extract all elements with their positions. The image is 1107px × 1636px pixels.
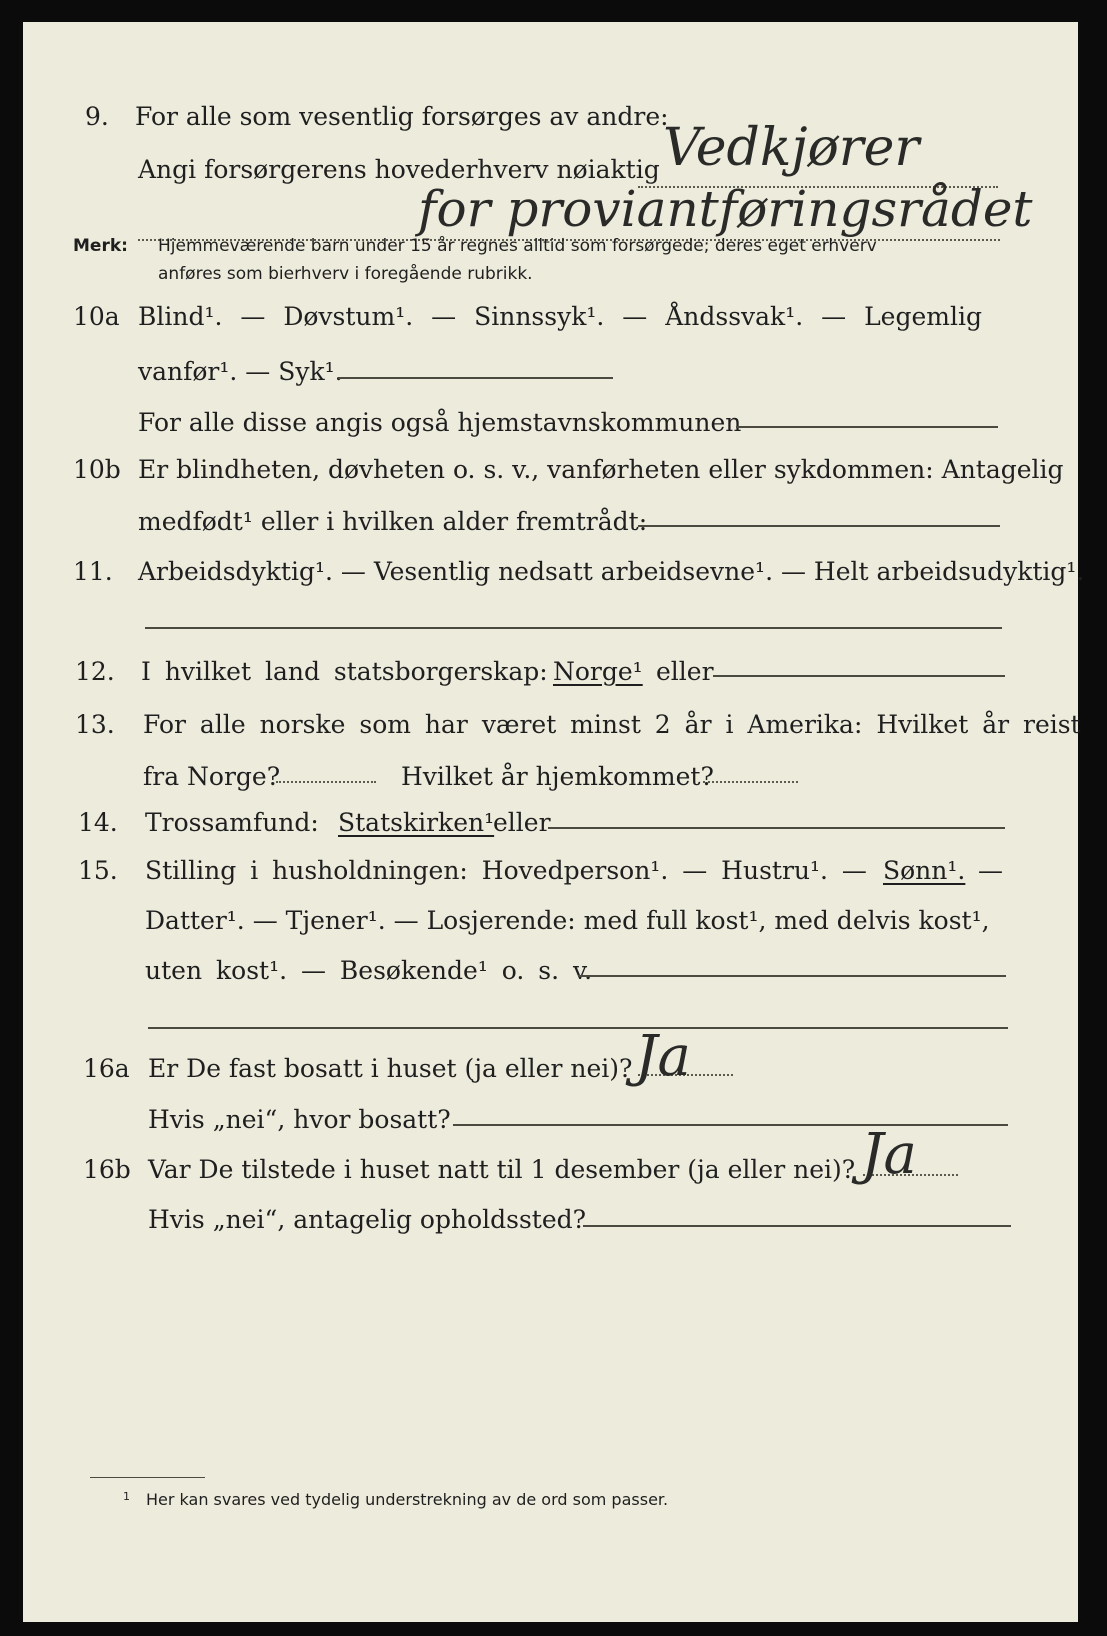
- q10a-text-1: Blind¹. — Døvstum¹. — Sinnssyk¹. — Åndssvak¹. — Legemlig: [138, 302, 982, 331]
- q13-text-1: For alle norske som har været minst 2 år i Amerika: Hvilket år reist: [143, 710, 1081, 739]
- footnote-mark: 1: [123, 1490, 130, 1503]
- q16a-number: 16a: [83, 1054, 130, 1083]
- q15-text-1b: —: [978, 856, 1003, 885]
- q12-answer-line: [713, 675, 1005, 677]
- q16a-line2: [23, 1105, 1078, 1155]
- footnote: [23, 1490, 1078, 1514]
- q13-answer-line-2: [703, 781, 798, 783]
- q15-answer-line-1: [578, 975, 1006, 977]
- q10b-text-2: medfødt¹ eller i hvilken alder fremtrådt:: [138, 507, 648, 536]
- q13-text-2b: Hvilket år hjemkommet?: [401, 762, 714, 791]
- q14-text-post: eller: [493, 808, 551, 837]
- q15-text-2: Datter¹. — Tjener¹. — Losjerende: med full kost¹, med delvis kost¹,: [145, 906, 990, 935]
- q16a-answer-line-2: [453, 1124, 1008, 1126]
- q12-number: 12.: [75, 657, 115, 686]
- q10a-line3: [23, 408, 1078, 458]
- q16b-line2: [23, 1205, 1078, 1255]
- q15-text-3: uten kost¹. — Besøkende¹ o. s. v.: [145, 956, 593, 985]
- q9-number: 9.: [85, 102, 109, 131]
- q16a-line1: [23, 1054, 1078, 1104]
- q11-line1: [23, 557, 1085, 607]
- q13-text-2a: fra Norge?: [143, 762, 281, 791]
- q9-text-1: For alle som vesentlig forsørges av andre:: [135, 102, 669, 131]
- q10a-number: 10a: [73, 302, 120, 331]
- q13-answer-line-1: [276, 781, 376, 783]
- q11-text: Arbeidsdyktig¹. — Vesentlig nedsatt arbeidsevne¹. — Helt arbeidsudyktig¹.: [138, 557, 1085, 586]
- footnote-text: Her kan svares ved tydelig understrekning av de ord som passer.: [146, 1490, 669, 1509]
- q16b-line1: [23, 1155, 1078, 1205]
- q14-number: 14.: [78, 808, 118, 837]
- q9-text-2: Angi forsørgerens hovederhverv nøiaktig: [138, 155, 660, 184]
- q16b-text-1: Var De tilstede i huset natt til 1 desember (ja eller nei)?: [148, 1155, 856, 1184]
- merk-text-1: Hjemmeværende barn under 15 år regnes alltid som forsørgede; deres eget erhverv: [158, 236, 877, 256]
- merk-label: Merk:: [73, 236, 128, 256]
- q16a-text-2: Hvis „nei“, hvor bosatt?: [148, 1105, 451, 1134]
- q10a-line2: [23, 357, 1078, 407]
- q10b-answer-line: [638, 525, 1000, 527]
- q10b-line2: [23, 507, 1078, 557]
- q10a-text-2: vanfør¹. — Syk¹.: [138, 357, 343, 386]
- q13-number: 13.: [75, 710, 115, 739]
- q15-underlined-option: Sønn¹.: [883, 856, 966, 885]
- q16b-answer-line-2: [583, 1225, 1011, 1227]
- q10a-answer-line-2: [736, 426, 998, 428]
- q15-answer-line-2: [148, 1027, 1008, 1029]
- q12-line: [23, 657, 1078, 707]
- q14-line: [23, 808, 1078, 858]
- q13-line2: [23, 762, 1078, 812]
- q16a-handwritten-answer: Ja: [635, 1024, 691, 1089]
- q14-answer-line: [548, 827, 1005, 829]
- q16b-number: 16b: [83, 1155, 131, 1184]
- q13-line1: [23, 710, 1081, 760]
- q15-line2: [23, 906, 1078, 956]
- q12-text: I hvilket land statsborgerskap:: [141, 657, 548, 686]
- q11-number: 11.: [73, 557, 113, 586]
- q15-number: 15.: [78, 856, 118, 885]
- q12-text-post: eller: [656, 657, 714, 686]
- q9-line1: [23, 102, 1078, 152]
- q10a-text-3: For alle disse angis også hjemstavnskommunen: [138, 408, 742, 437]
- q9-handwritten-answer-2: for proviantføringsrådet: [418, 180, 1033, 238]
- q10b-line1: [23, 455, 1078, 505]
- q15-line1: [23, 856, 1078, 906]
- merk-text-2: anføres som bierhverv i foregående rubrikk.: [158, 264, 533, 284]
- census-form-page: [23, 22, 1085, 1622]
- q14-text: Trossamfund:: [145, 808, 319, 837]
- q10b-number: 10b: [73, 455, 121, 484]
- q16b-handwritten-answer: Ja: [861, 1122, 917, 1187]
- q10a-answer-line-1: [338, 377, 613, 379]
- q9-handwritten-answer-1: Vedkjører: [663, 118, 920, 178]
- q12-underlined-option: Norge¹: [553, 657, 643, 686]
- q15-line3: [23, 956, 1078, 1006]
- footnote-rule: [90, 1477, 205, 1478]
- q10b-text-1: Er blindheten, døvheten o. s. v., vanførheten eller sykdommen: Antagelig: [138, 455, 1064, 484]
- q15-text-1: Stilling i husholdningen: Hovedperson¹. — Hustru¹. —: [145, 856, 867, 885]
- q10a-line1: [23, 302, 1078, 352]
- q14-underlined-option: Statskirken¹: [338, 808, 495, 837]
- q16b-text-2: Hvis „nei“, antagelig opholdssted?: [148, 1205, 587, 1234]
- q11-answer-line: [145, 627, 1002, 629]
- q16a-text-1: Er De fast bosatt i huset (ja eller nei)?: [148, 1054, 633, 1083]
